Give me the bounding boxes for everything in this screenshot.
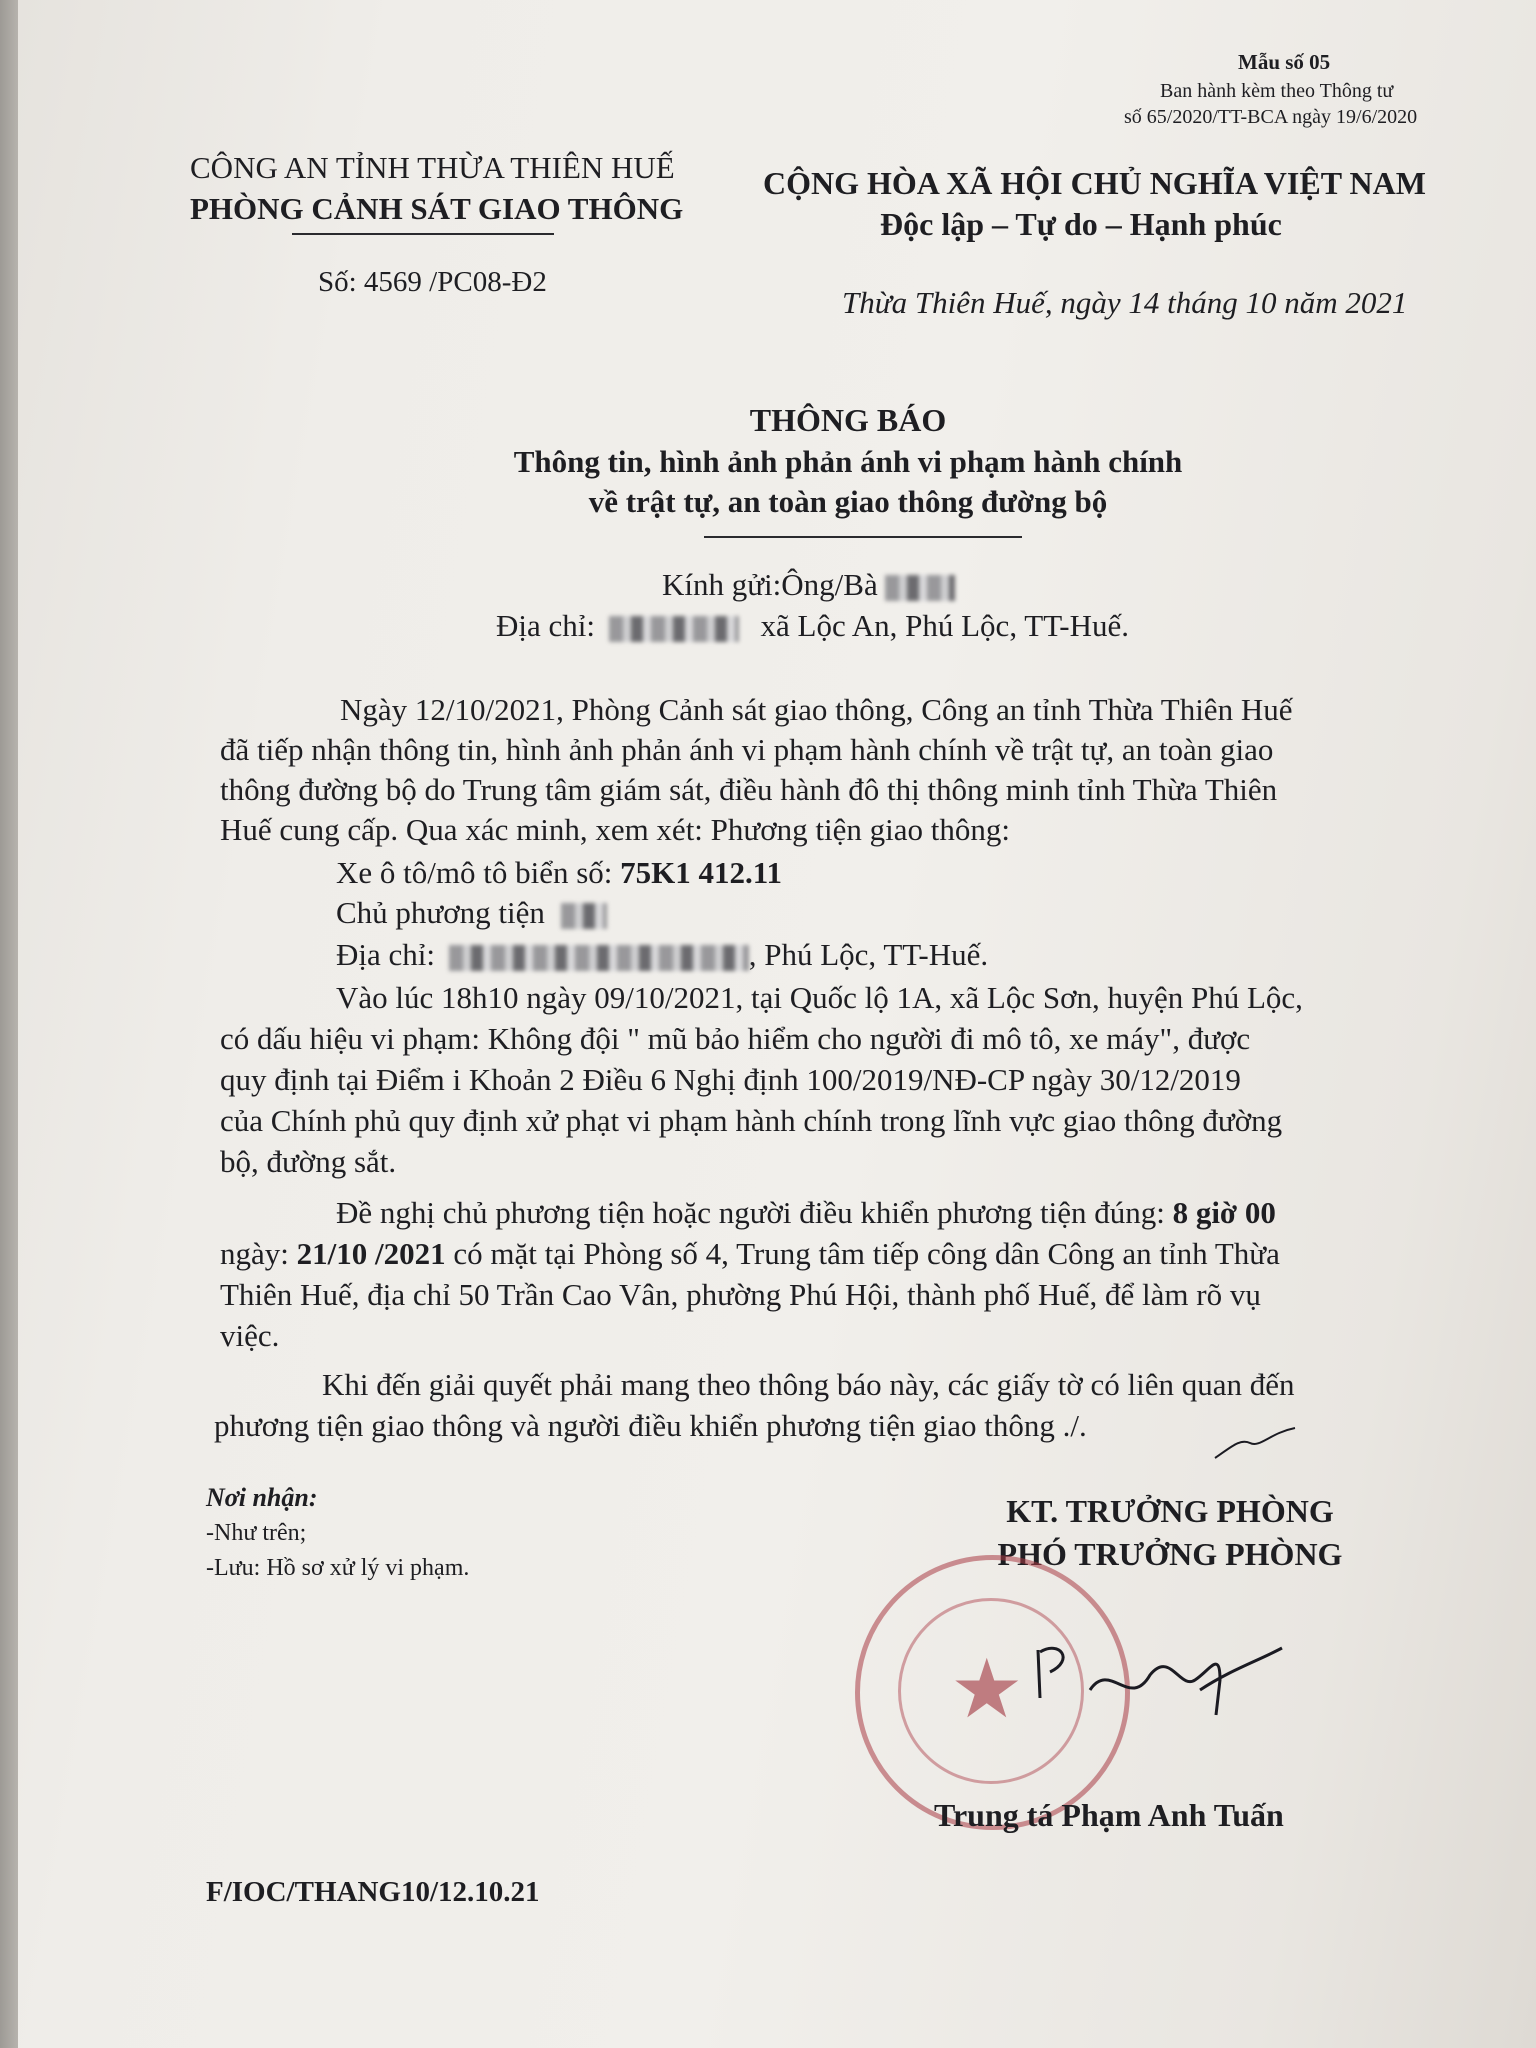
recipient-label [662,565,955,605]
para4-line2: phương tiện giao thông và người điều khiển phương tiện giao thông ./. [214,1408,1087,1443]
agency-underline [292,233,554,235]
national-motto: Độc lập – Tự do – Hạnh phúc [880,206,1282,242]
owner-label: Chủ phương tiện [336,895,545,930]
redacted-owner-address [449,945,749,971]
redacted-address [609,616,739,642]
redacted-name [885,575,955,601]
para3-line1 [336,1193,1276,1233]
recipient-item-2: -Lưu: Hồ sơ xử lý vi phạm. [206,1555,470,1581]
handwritten-signature [1020,1620,1290,1730]
para2-line4: của Chính phủ quy định xử phạt vi phạm hành chính trong lĩnh vực giao thông đường [220,1103,1283,1138]
form-number: Mẫu số 05 [1238,50,1331,74]
para3-line2 [220,1234,1280,1274]
signature-title-2: PHÓ TRƯỞNG PHÒNG [997,1536,1343,1572]
appointment-date: 21/10 /2021 [296,1236,446,1271]
appointment-time: 8 giờ 00 [1172,1195,1276,1230]
para1-line2: đã tiếp nhận thông tin, hình ảnh phản ánh vi phạm hành chính về trật tự, an toàn giao [220,732,1274,767]
para2-line2: có dấu hiệu vi phạm: Không đội " mũ bảo hiểm cho người đi mô tô, xe máy", được [220,1021,1251,1056]
para1-line1: Ngày 12/10/2021, Phòng Cảnh sát giao thông, Công an tỉnh Thừa Thiên Huế [340,692,1293,727]
recipient-address-label: Địa chỉ: [496,608,595,643]
para3-text-a: Đề nghị chủ phương tiện hoặc người điều khiển phương tiện đúng: [336,1195,1173,1230]
form-circular-ref: số 65/2020/TT-BCA ngày 19/6/2020 [1124,106,1418,128]
recipient-address [496,606,1129,646]
para3-text-b: có mặt tại Phòng số 4, Trung tâm tiếp công dân Công an tỉnh Thừa [445,1236,1280,1271]
recipient-item-1: -Như trên; [206,1520,307,1546]
recipient-address-tail: xã Lộc An, Phú Lộc, TT-Huế. [760,608,1130,643]
owner-line [336,893,607,933]
title-underline [704,536,1022,538]
recipients-heading: Nơi nhận: [206,1483,318,1512]
agency-name: PHÒNG CẢNH SÁT GIAO THÔNG [190,191,684,226]
para1-line3: thông đường bộ do Trung tâm giám sát, điều hành đô thị thông minh tỉnh Thừa Thiên [220,772,1278,807]
form-issued-note: Ban hành kèm theo Thông tư [1160,80,1394,102]
plate-label: Xe ô tô/mô tô biển số: [336,855,621,890]
para2-line5: bộ, đường sắt. [220,1144,397,1179]
para2-line1: Vào lúc 18h10 ngày 09/10/2021, tại Quốc lộ 1A, xã Lộc Sơn, huyện Phú Lộc, [336,980,1303,1015]
redacted-owner [561,903,607,929]
para1-line4: Huế cung cấp. Qua xác minh, xem xét: Phương tiện giao thông: [220,812,1010,847]
notice-subtitle-1: Thông tin, hình ảnh phản ánh vi phạm hành chính [513,444,1183,479]
para2-line3: quy định tại Điểm i Khoản 2 Điều 6 Nghị định 100/2019/NĐ-CP ngày 30/12/2019 [220,1062,1241,1097]
para4-line1: Khi đến giải quyết phải mang theo thông báo này, các giấy tờ có liên quan đến [322,1367,1295,1402]
para3-line4: việc. [220,1318,280,1353]
seal-star-icon: ★ [950,1642,1024,1737]
para3-date-label: ngày: [220,1236,297,1271]
owner-address-tail: , Phú Lộc, TT-Huế. [748,937,989,972]
para3-line3: Thiên Huế, địa chỉ 50 Trần Cao Vân, phường Phú Hội, thành phố Huế, để làm rõ vụ [220,1277,1261,1312]
signer-name: Trung tá Phạm Anh Tuấn [934,1797,1284,1833]
notice-subtitle-2: về trật tự, an toàn giao thông đường bộ [588,484,1108,519]
initial-mark [1210,1418,1300,1468]
notice-title: THÔNG BÁO [749,402,947,438]
signature-title-1: KT. TRƯỞNG PHÒNG [1006,1493,1334,1529]
plate-number: 75K1 412.11 [620,855,783,890]
footer-reference-code: F/IOC/THANG10/12.10.21 [206,1876,540,1908]
document-number: Số: 4569 /PC08-Đ2 [318,266,547,298]
recipient-greeting: Kính gửi:Ông/Bà [662,567,878,602]
agency-parent: CÔNG AN TỈNH THỪA THIÊN HUẾ [190,150,675,185]
place-and-date: Thừa Thiên Huế, ngày 14 tháng 10 năm 2021 [842,285,1408,320]
owner-address-line [336,935,988,975]
national-title: CỘNG HÒA XÃ HỘI CHỦ NGHĨA VIỆT NAM [763,165,1426,201]
owner-address-label: Địa chỉ: [336,937,435,972]
vehicle-plate-line [336,853,782,893]
